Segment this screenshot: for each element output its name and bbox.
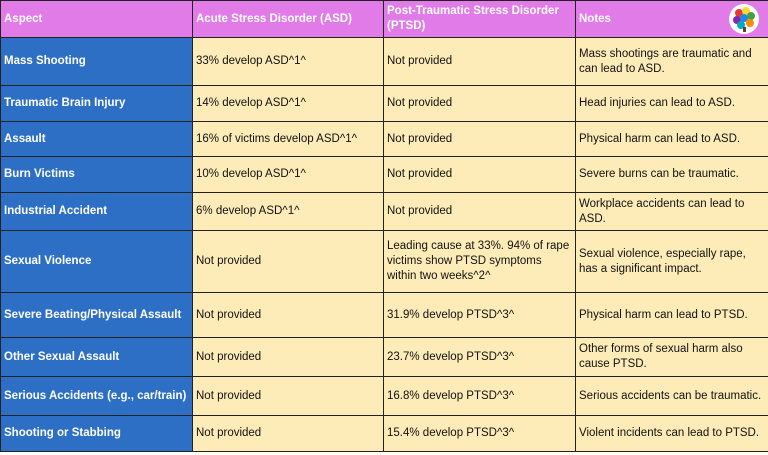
- ptsd-cell: Not provided: [384, 38, 576, 86]
- ptsd-cell: Not provided: [384, 122, 576, 157]
- asd-cell: 14% develop ASD^1^: [193, 86, 384, 122]
- ptsd-cell: 15.4% develop PTSD^3^: [384, 416, 576, 452]
- aspect-cell: Burn Victims: [1, 157, 193, 193]
- notes-cell: Serious accidents can be traumatic.: [576, 377, 768, 416]
- header-aspect: [1, 1, 193, 38]
- header-notes: [576, 1, 768, 38]
- notes-cell: Physical harm can lead to PTSD.: [576, 293, 768, 338]
- header-row: [1, 1, 768, 38]
- asd-cell: Not provided: [193, 338, 384, 377]
- table-row: [1, 122, 768, 157]
- table-row: [1, 377, 768, 416]
- aspect-cell: Assault: [1, 122, 193, 157]
- notes-cell: Workplace accidents can lead to ASD.: [576, 193, 768, 231]
- ptsd-cell: 16.8% develop PTSD^3^: [384, 377, 576, 416]
- notes-cell: Mass shootings are traumatic and can lead to ASD.: [576, 38, 768, 86]
- ptsd-cell: Leading cause at 33%. 94% of rape victims show PTSD symptoms within two weeks^2^: [384, 231, 576, 293]
- header-ptsd: [384, 1, 576, 38]
- asd-cell: Not provided: [193, 377, 384, 416]
- asd-cell: 6% develop ASD^1^: [193, 193, 384, 231]
- aspect-cell: Other Sexual Assault: [1, 338, 193, 377]
- header-ptsd-label: Post-Traumatic Stress Disorder (PTSD): [387, 5, 559, 32]
- aspect-cell: Sexual Violence: [1, 231, 193, 293]
- ptsd-cell: 23.7% develop PTSD^3^: [384, 338, 576, 377]
- table-row: [1, 338, 768, 377]
- ptsd-cell: 31.9% develop PTSD^3^: [384, 293, 576, 338]
- aspect-cell: Mass Shooting: [1, 38, 193, 86]
- header-notes-label: Notes: [579, 12, 611, 25]
- asd-cell: Not provided: [193, 293, 384, 338]
- header-asd-label: Acute Stress Disorder (ASD): [196, 12, 352, 25]
- notes-cell: Severe burns can be traumatic.: [576, 157, 768, 193]
- asd-cell: 33% develop ASD^1^: [193, 38, 384, 86]
- asd-cell: 10% develop ASD^1^: [193, 157, 384, 193]
- table-row: [1, 193, 768, 231]
- aspect-cell: Serious Accidents (e.g., car/train): [1, 377, 193, 416]
- asd-cell: 16% of victims develop ASD^1^: [193, 122, 384, 157]
- aspect-cell: Industrial Accident: [1, 193, 193, 231]
- notes-cell: Violent incidents can lead to PTSD.: [576, 416, 768, 452]
- table-row: [1, 231, 768, 293]
- header-asd: [193, 1, 384, 38]
- notes-cell: Sexual violence, especially rape, has a significant impact.: [576, 231, 768, 293]
- table-row: [1, 416, 768, 452]
- aspect-cell: Severe Beating/Physical Assault: [1, 293, 193, 338]
- table-row: [1, 293, 768, 338]
- asd-cell: Not provided: [193, 231, 384, 293]
- notes-cell: Other forms of sexual harm also cause PTSD.: [576, 338, 768, 377]
- ptsd-cell: Not provided: [384, 157, 576, 193]
- colorful-brain-logo-icon: [728, 3, 760, 35]
- ptsd-cell: Not provided: [384, 86, 576, 122]
- notes-cell: Head injuries can lead to ASD.: [576, 86, 768, 122]
- asd-cell: Not provided: [193, 416, 384, 452]
- table-row: [1, 38, 768, 86]
- aspect-cell: Shooting or Stabbing: [1, 416, 193, 452]
- table-row: [1, 86, 768, 122]
- notes-cell: Physical harm can lead to ASD.: [576, 122, 768, 157]
- ptsd-cell: Not provided: [384, 193, 576, 231]
- aspect-cell: Traumatic Brain Injury: [1, 86, 193, 122]
- table-row: [1, 157, 768, 193]
- header-aspect-label: Aspect: [4, 12, 43, 25]
